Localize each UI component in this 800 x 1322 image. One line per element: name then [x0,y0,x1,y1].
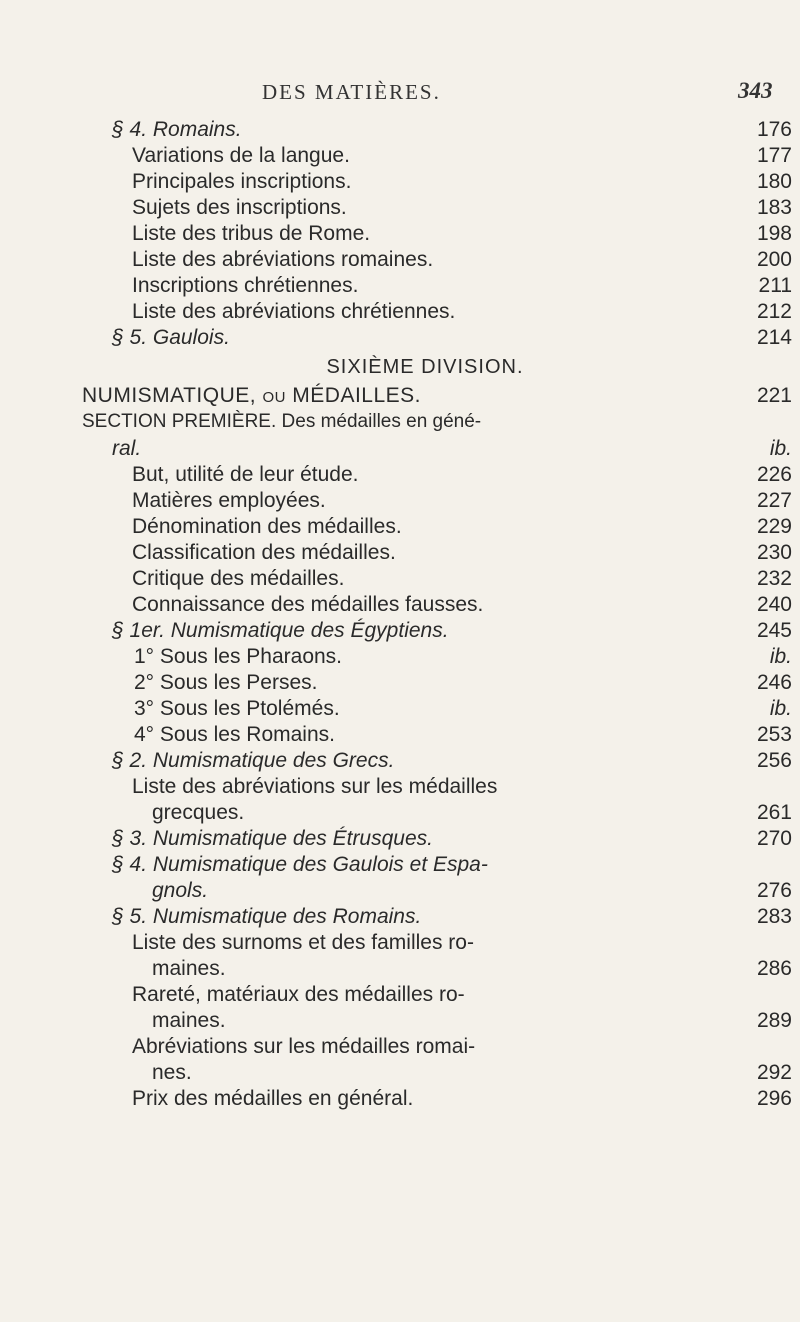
entry-text: maines. [152,1009,226,1032]
toc-entry [82,409,792,435]
entry-text: Liste des abréviations chrétiennes. [132,300,456,323]
toc-entry [134,644,792,670]
entry-page: 276 [756,879,792,902]
toc-entry [132,169,792,195]
toc-entry [112,826,792,852]
toc-entry [132,774,792,800]
entry-page: ib. [769,645,792,668]
toc-entry [112,325,792,351]
toc-entry [134,670,792,696]
toc-entry [132,540,792,566]
toc-entry [134,696,792,722]
header-page-number: 343 [738,78,773,103]
toc-entry [112,748,792,774]
toc-entry [132,930,792,956]
division-heading: SIXIÈME DIVISION. [326,356,524,378]
entry-page: 283 [756,905,792,928]
entry-text: § 2. Numismatique des Grecs. [112,749,395,772]
toc-entry [134,722,792,748]
entry-page: ib. [769,697,792,720]
entry-page: 246 [756,671,792,694]
entry-page: 227 [756,489,792,512]
entry-page: 240 [756,593,792,616]
entry-text: maines. [152,957,226,980]
toc-entry [112,618,792,644]
entry-text: 4° Sous les Romains. [134,723,335,746]
entry-text: Liste des abréviations sur les médailles [132,775,498,798]
toc-entry [132,592,792,618]
entry-text: But, utilité de leur étude. [132,463,359,486]
entry-page: 211 [758,274,792,297]
entry-page: 200 [756,248,792,271]
entry-text: ral. [112,437,142,460]
entry-page: 270 [756,827,792,850]
toc-entry [152,956,792,982]
entry-page: 212 [756,300,792,323]
entry-page: 232 [756,567,792,590]
toc-entry [152,1060,792,1086]
entry-page: 214 [756,326,792,349]
toc-entry [132,566,792,592]
entry-text: § 5. Numismatique des Romains. [112,905,422,928]
entry-page: 176 [756,118,792,141]
entry-text: Variations de la langue. [132,144,350,167]
entry-text: Abréviations sur les médailles romai- [132,1035,476,1058]
entry-text: NUMISMATIQUE, ou MÉDAILLES. [82,384,421,407]
entry-text: SECTION PREMIÈRE. Des médailles en géné- [82,411,482,432]
entry-text: 1° Sous les Pharaons. [134,645,343,668]
entry-text: § 5. Gaulois. [112,326,230,349]
entry-page: 226 [756,463,792,486]
entry-text: Liste des surnoms et des familles ro- [132,931,474,954]
toc-entry [152,878,792,904]
entry-page: 198 [756,222,792,245]
toc-entry [132,1086,792,1112]
entry-text: § 1er. Numismatique des Égyptiens. [112,619,449,642]
entry-page: 289 [756,1009,792,1032]
entry-page: ib. [769,437,792,460]
entry-page: 230 [756,541,792,564]
toc-entry [152,1008,792,1034]
entry-text: grecques. [152,801,245,824]
toc-entry [132,982,792,1008]
entry-page: 286 [756,957,792,980]
entry-text: Prix des médailles en général. [132,1087,414,1110]
entry-page: 221 [756,384,792,407]
toc-entry [132,195,792,221]
entry-text: Critique des médailles. [132,567,345,590]
entry-page: 253 [756,723,792,746]
toc-entry [132,247,792,273]
toc-entry [112,852,792,878]
toc-entry [132,273,792,299]
entry-text: Classification des médailles. [132,541,396,564]
toc-entry [132,221,792,247]
entry-text: Liste des tribus de Rome. [132,222,371,245]
entry-page: 177 [756,144,792,167]
entry-text: § 4. Numismatique des Gaulois et Espa- [112,853,488,876]
entry-page: 261 [756,801,792,824]
toc-entry [112,904,792,930]
toc-entry [132,143,792,169]
toc-entry [152,800,792,826]
entry-text: 3° Sous les Ptolémés. [134,697,340,720]
entry-page: 183 [756,196,792,219]
entry-page: 256 [756,749,792,772]
entry-text: Connaissance des médailles fausses. [132,593,484,616]
entry-text: § 4. Romains. [112,118,242,141]
entry-text: Inscriptions chrétiennes. [132,274,359,297]
entry-page: 296 [756,1087,792,1110]
running-header [0,80,800,110]
toc-entry [82,383,792,409]
entry-page: 245 [756,619,792,642]
entry-page: 229 [756,515,792,538]
header-title: DES MATIÈRES. [262,80,441,104]
toc-entry [132,1034,792,1060]
entry-text: Principales inscriptions. [132,170,352,193]
toc-entry [132,299,792,325]
entry-text: Sujets des inscriptions. [132,196,347,219]
entry-text: 2° Sous les Perses. [134,671,318,694]
entry-text: Liste des abréviations romaines. [132,248,434,271]
entry-text: gnols. [152,879,209,902]
entry-text: § 3. Numismatique des Étrusques. [112,827,433,850]
toc-entry [132,514,792,540]
entry-text: Dénomination des médailles. [132,515,402,538]
toc-entry [132,462,792,488]
entry-text: nes. [152,1061,192,1084]
toc-entry [112,117,792,143]
entry-text: Rareté, matériaux des médailles ro- [132,983,465,1006]
entry-text: Matières employées. [132,489,326,512]
entry-page: 292 [756,1061,792,1084]
toc-entry [132,488,792,514]
entry-page: 180 [756,170,792,193]
toc-entry [112,436,792,462]
